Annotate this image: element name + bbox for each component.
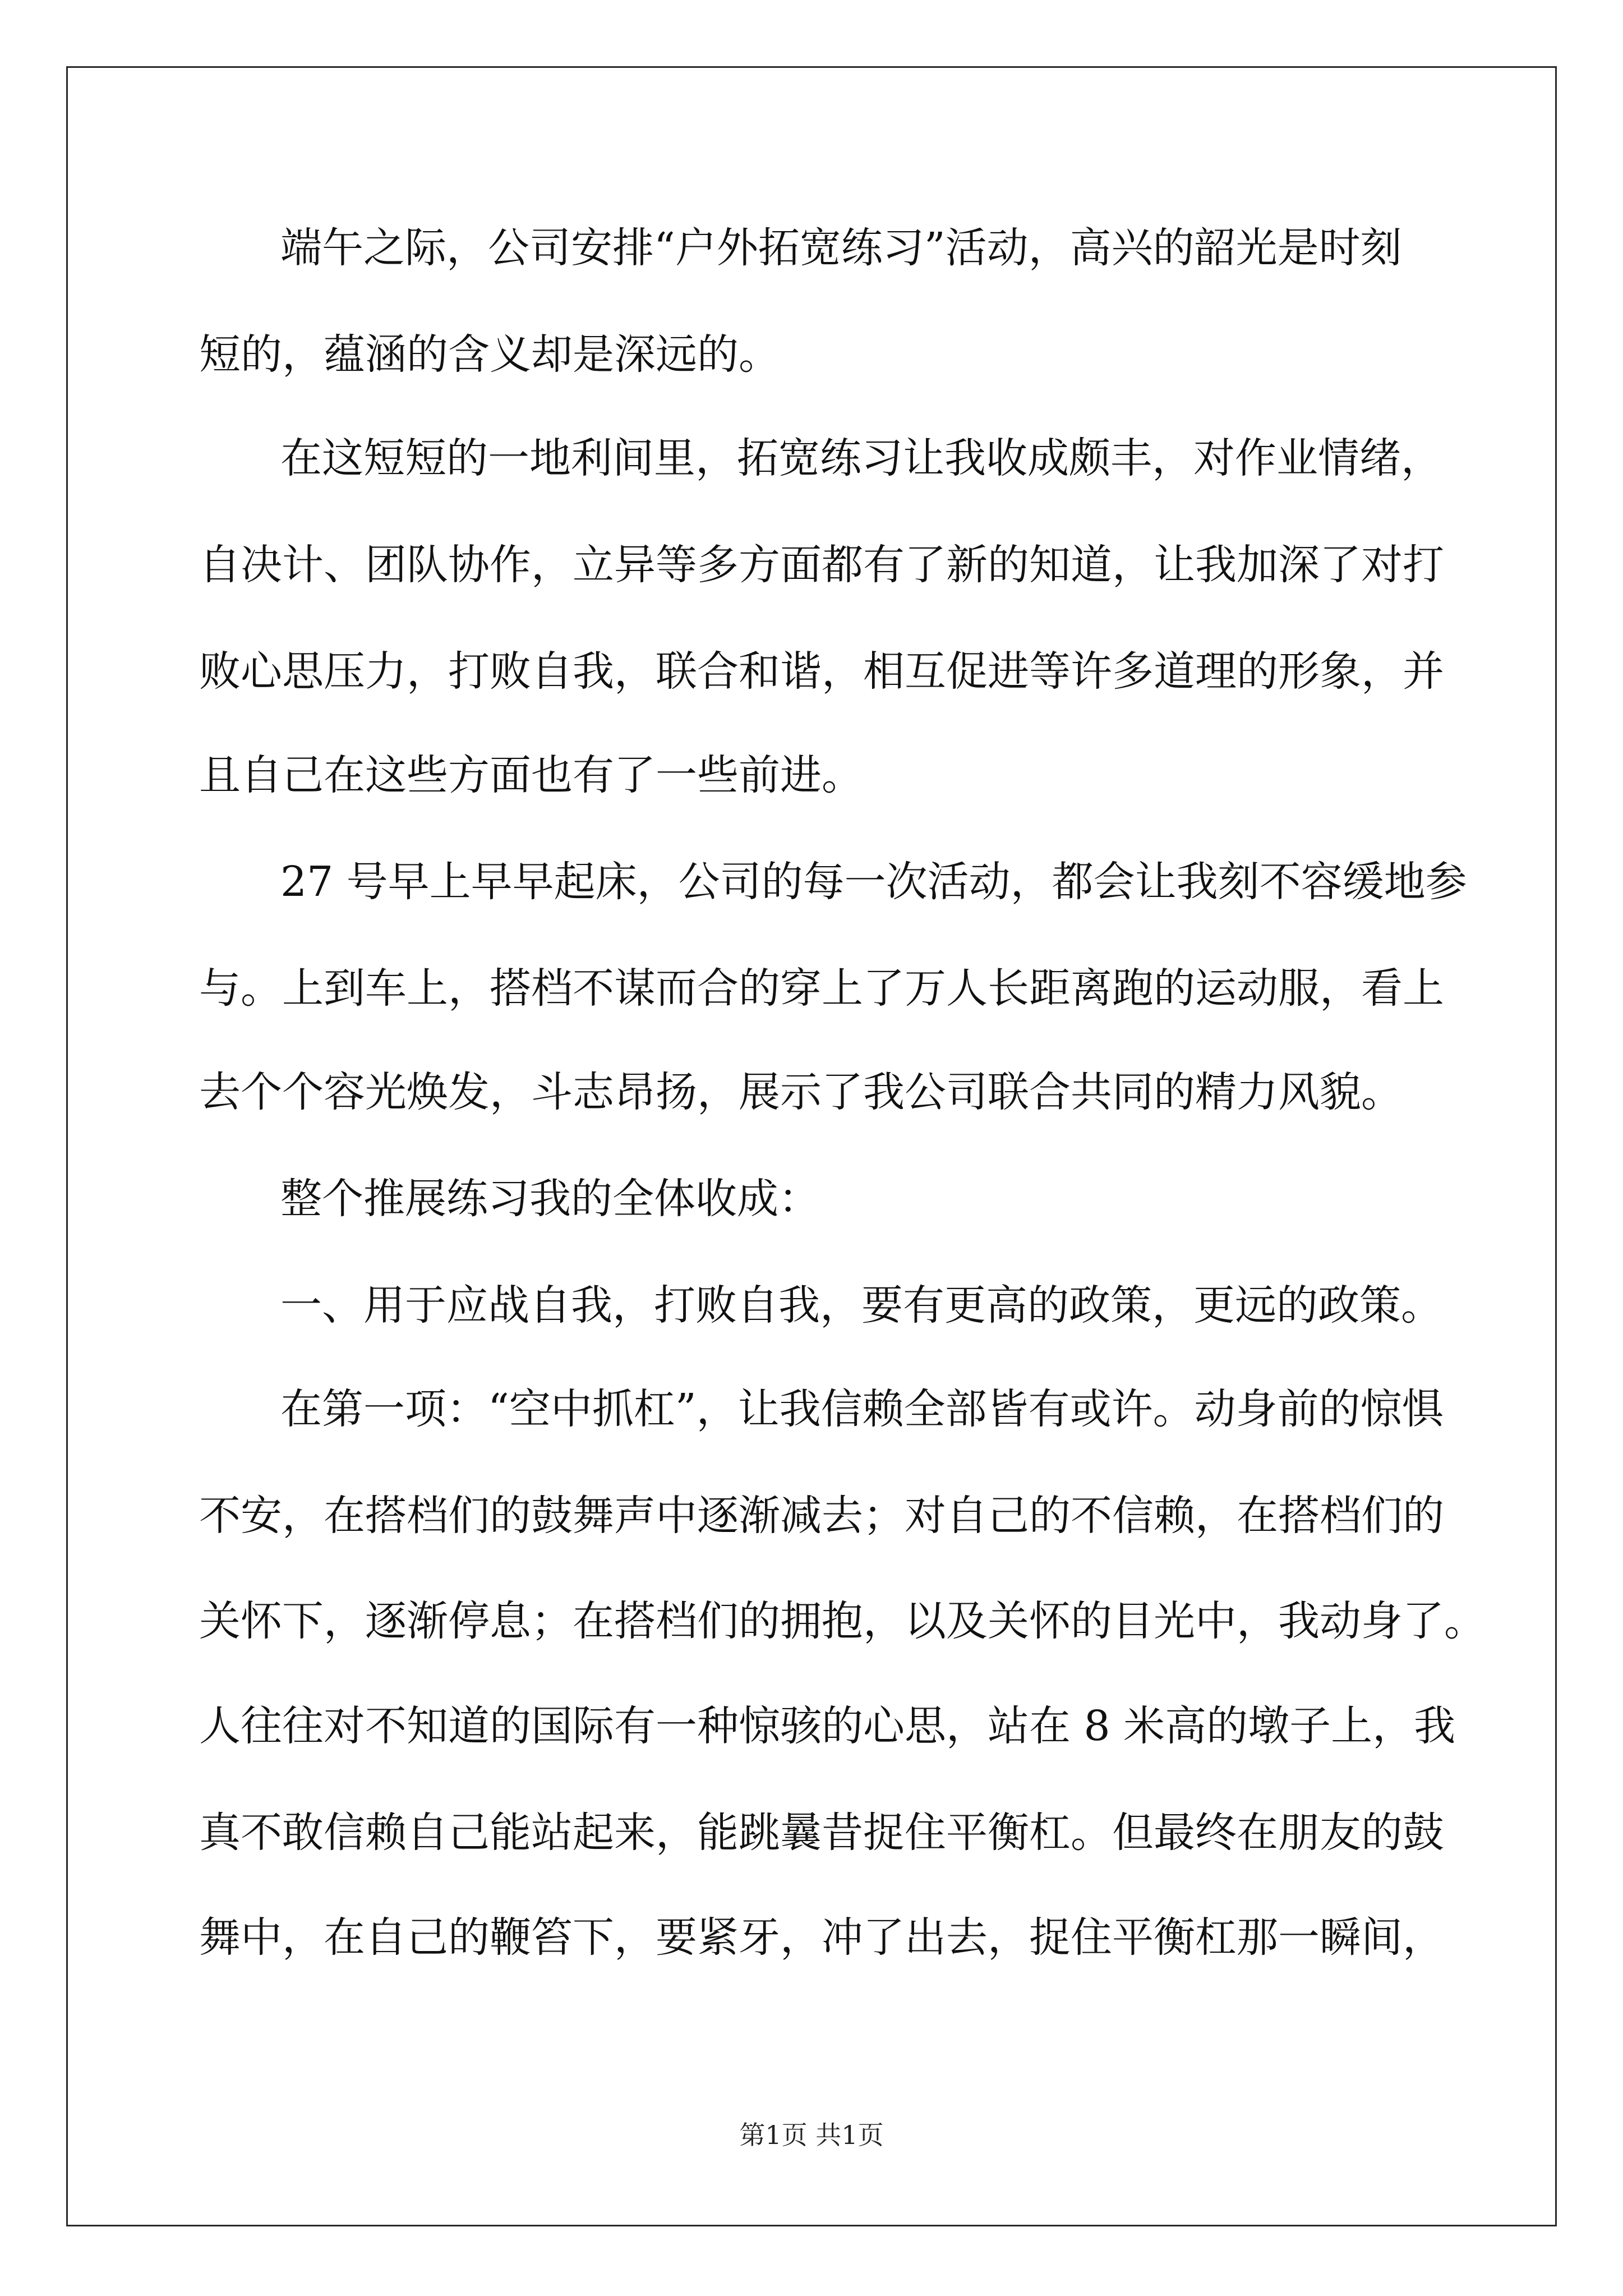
- text-line: 短的，蕴涵的含义却是深远的。: [199, 330, 780, 379]
- text-line: 败心思压力，打败自我，联合和谐，相互促进等许多道理的形象，并: [199, 647, 1444, 696]
- text-line: 27 号早上早早起床，公司的每一次活动，都会让我刻不容缓地参: [280, 858, 1467, 906]
- page-border: [66, 66, 1557, 2226]
- text-line: 真不敢信赖自己能站起来，能跳曩昔捉住平衡杠。但最终在朋友的鼓: [199, 1809, 1444, 1857]
- text-line: 自决计、团队协作，立异等多方面都有了新的知道，让我加深了对打: [199, 541, 1444, 589]
- text-line: 与。上到车上，搭档不谋而合的穿上了万人长距离跑的运动服，看上: [199, 964, 1444, 1013]
- text-line: 且自己在这些方面也有了一些前进。: [199, 751, 863, 799]
- text-line: 一、用于应战自我，打败自我，要有更高的政策，更远的政策。: [280, 1281, 1442, 1329]
- page-footer: 第1页 共1页: [739, 2120, 884, 2150]
- text-line: 不安，在搭档们的鼓舞声中逐渐减去；对自己的不信赖，在搭档们的: [199, 1492, 1444, 1540]
- text-line: 去个个容光焕发，斗志昂扬，展示了我公司联合共同的精力风貌。: [199, 1068, 1403, 1116]
- text-line: 在这短短的一地利间里，拓宽练习让我收成颇丰，对作业情绪，: [280, 434, 1442, 482]
- text-line: 在第一项：“空中抓杠”，让我信赖全部皆有或许。动身前的惊惧: [280, 1385, 1444, 1433]
- text-line: 舞中，在自己的鞭笞下，要紧牙，冲了出去，捉住平衡杠那一瞬间，: [199, 1913, 1444, 1962]
- text-line: 关怀下，逐渐停息；在搭档们的拥抱，以及关怀的目光中，我动身了。: [199, 1597, 1486, 1645]
- text-line: 整个推展练习我的全体收成：: [280, 1175, 820, 1223]
- text-line: 端午之际，公司安排“户外拓宽练习”活动，高兴的韶光是时刻: [280, 224, 1402, 272]
- text-line: 人往往对不知道的国际有一种惊骇的心思，站在 8 米高的墩子上，我: [199, 1702, 1456, 1750]
